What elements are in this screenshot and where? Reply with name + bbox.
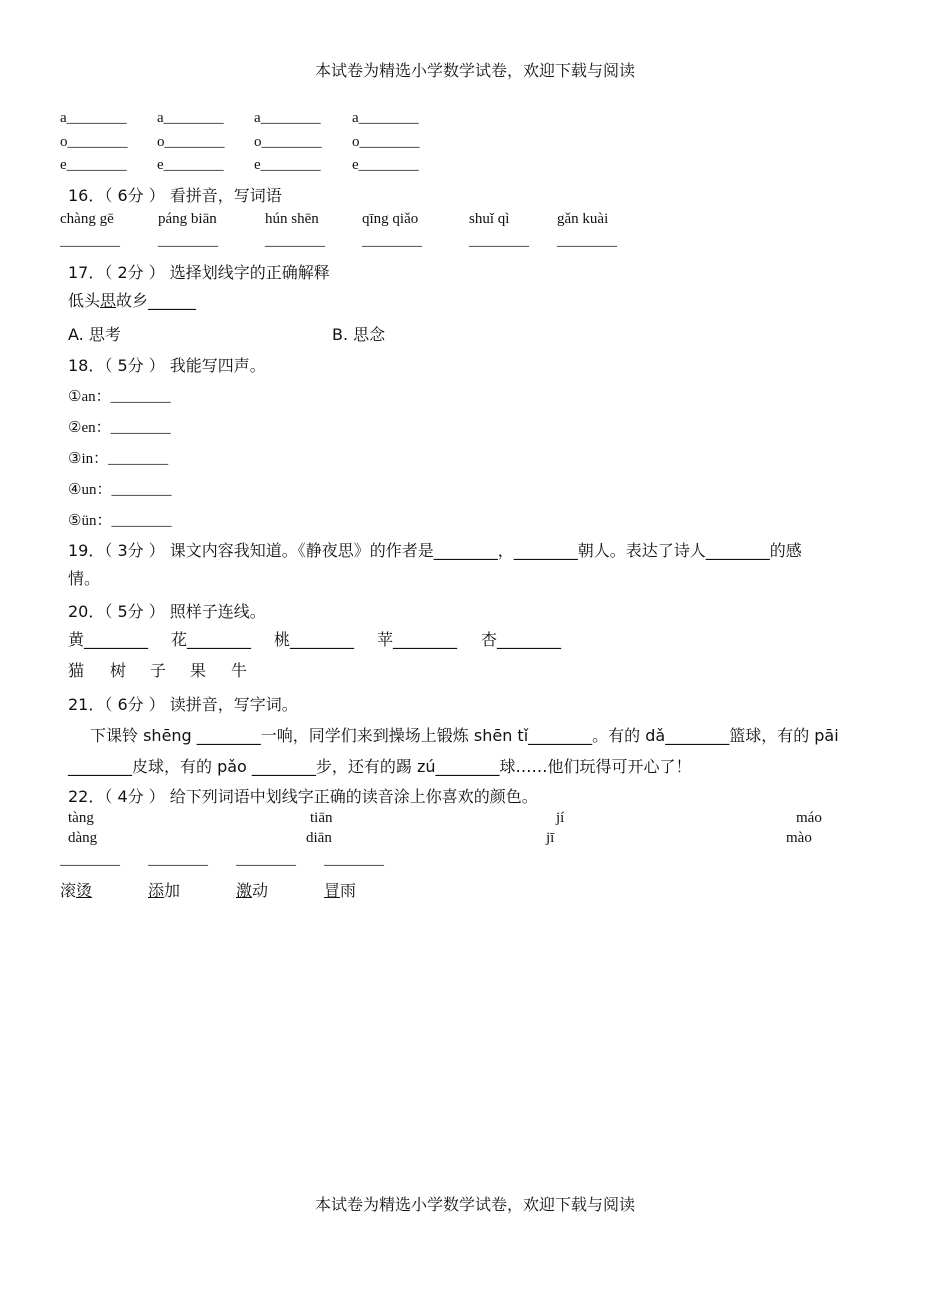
- vowel-cell: o________: [254, 134, 322, 150]
- q19-title: 19．（ 3分 ） 课文内容我知道。《静夜思》的作者是________，________朝人。表达了诗人________的感: [68, 541, 802, 560]
- q20-title: 20．（ 5分 ） 照样子连线。: [68, 602, 266, 621]
- q16-title: 16．（ 6分 ） 看拼音，写词语: [68, 186, 282, 205]
- vowel-cell: o________: [60, 134, 128, 150]
- q20-top-item[interactable]: 黄________: [68, 630, 149, 649]
- q22-word-post: 加: [164, 881, 181, 900]
- vowel-cell: o________: [157, 134, 225, 150]
- q22-word: [236, 878, 268, 901]
- q21-line2: ________皮球，有的 pǎo ________步，还有的踢 zú________球……他们玩得可开心了！: [68, 757, 692, 776]
- q18-item[interactable]: ①an：________: [68, 389, 171, 405]
- q22-word-post: 动: [252, 881, 269, 900]
- q17-sentence-pre: 低头: [68, 291, 101, 310]
- q22-blank[interactable]: ________: [148, 852, 208, 868]
- vowel-cell: e________: [352, 157, 419, 173]
- q20-bottom-item[interactable]: 树: [110, 661, 127, 680]
- q18-item[interactable]: ⑤ün：________: [68, 513, 172, 529]
- vowel-cell: a________: [157, 110, 224, 126]
- q22-pinyin-bottom[interactable]: dàng: [68, 830, 98, 846]
- q22-pinyin-top[interactable]: tàng: [68, 810, 94, 826]
- q20-bottom-item[interactable]: 子: [150, 661, 167, 680]
- q18-item[interactable]: ④un：________: [68, 482, 172, 498]
- q22-pinyin-top[interactable]: tiān: [310, 810, 333, 826]
- q16-pinyin: gǎn kuài: [557, 211, 609, 227]
- q16-blank[interactable]: ________: [362, 233, 422, 249]
- q22-word: [324, 878, 356, 901]
- q16-blank[interactable]: ________: [60, 233, 120, 249]
- q22-title: 22．（ 4分 ） 给下列词语中划线字正确的读音涂上你喜欢的颜色。: [68, 787, 538, 806]
- q22-word: [60, 878, 92, 901]
- q20-bottom-item[interactable]: 猫: [68, 661, 85, 680]
- vowel-cell: e________: [60, 157, 127, 173]
- q16-blank[interactable]: ________: [469, 233, 529, 249]
- q22-word-pre: 滚: [60, 881, 77, 900]
- vowel-cell: a________: [254, 110, 321, 126]
- q22-pinyin-top[interactable]: jí: [556, 810, 565, 826]
- q22-underlined-char: 冒: [324, 881, 341, 900]
- vowel-cell: e________: [157, 157, 224, 173]
- q18-item[interactable]: ②en：________: [68, 420, 171, 436]
- q22-underlined-char: 激: [236, 881, 253, 900]
- vowel-cell: a________: [352, 110, 419, 126]
- q22-blank[interactable]: ________: [60, 852, 120, 868]
- q22-pinyin-bottom[interactable]: diān: [306, 830, 332, 846]
- q16-pinyin: shuǐ qì: [469, 211, 510, 227]
- q20-top-item[interactable]: 杏________: [481, 630, 562, 649]
- q22-underlined-char: 添: [148, 881, 165, 900]
- q16-blank[interactable]: ________: [158, 233, 218, 249]
- q22-word: [148, 878, 180, 901]
- q22-word-post: 雨: [340, 881, 357, 900]
- q16-pinyin: qīng qiǎo: [362, 211, 419, 227]
- vowel-cell: a________: [60, 110, 127, 126]
- q18-title: 18．（ 5分 ） 我能写四声。: [68, 356, 266, 375]
- q22-blank[interactable]: ________: [236, 852, 296, 868]
- q16-pinyin: chàng gē: [60, 211, 114, 227]
- q22-pinyin-top[interactable]: máo: [796, 810, 822, 826]
- q21-title: 21．（ 6分 ） 读拼音，写字词。: [68, 695, 298, 714]
- q22-pinyin-bottom[interactable]: jī: [546, 830, 555, 846]
- page-header: 本试卷为精选小学数学试卷，欢迎下载与阅读: [314, 61, 635, 80]
- q17-sentence: [68, 288, 196, 311]
- q18-item[interactable]: ③in：________: [68, 451, 169, 467]
- q20-top-item[interactable]: 苹________: [377, 630, 458, 649]
- q16-blank[interactable]: ________: [265, 233, 325, 249]
- page-footer: 本试卷为精选小学数学试卷，欢迎下载与阅读: [314, 1195, 635, 1214]
- q21-line1: 下课铃 shēng ________一响，同学们来到操场上锻炼 shēn tǐ________。有的 dǎ________篮球，有的 pāi: [90, 726, 839, 745]
- q17-sentence-post: 故乡______: [116, 291, 197, 310]
- q16-pinyin: hún shēn: [265, 211, 319, 227]
- vowel-cell: o________: [352, 134, 420, 150]
- q20-top-item[interactable]: 桃________: [274, 630, 355, 649]
- q16-blank[interactable]: ________: [557, 233, 617, 249]
- q17-underlined-char: 思: [100, 291, 117, 310]
- q19-title-cont: 情。: [68, 569, 101, 588]
- q22-pinyin-bottom[interactable]: mào: [786, 830, 812, 846]
- q17-title: 17．（ 2分 ） 选择划线字的正确解释: [68, 263, 330, 282]
- q17-option-b[interactable]: B. 思念: [332, 325, 386, 344]
- q20-bottom-item[interactable]: 果: [190, 661, 207, 680]
- vowel-cell: e________: [254, 157, 321, 173]
- q22-underlined-char: 烫: [76, 881, 93, 900]
- q20-bottom-item[interactable]: 牛: [231, 661, 248, 680]
- q16-pinyin: páng biān: [158, 211, 217, 227]
- q17-option-a[interactable]: A. 思考: [68, 325, 121, 344]
- q22-blank[interactable]: ________: [324, 852, 384, 868]
- q20-top-item[interactable]: 花________: [171, 630, 252, 649]
